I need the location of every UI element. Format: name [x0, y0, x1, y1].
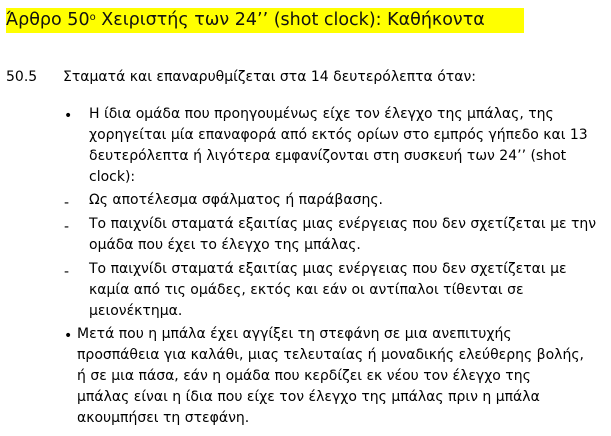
- list-item-line: δευτερόλεπτα ή λιγότερα εμφανίζονται στη συσκευή των 24’’ (shot: [89, 148, 567, 164]
- list-item-line: ή σε μια πάσα, εάν η ομάδα που κερδίζει εκ νέου τον έλεγχο της: [77, 368, 531, 384]
- list-item-line: Μετά που η μπάλα έχει αγγίξει τη στεφάνη σε μια ανεπιτυχής: [77, 326, 512, 342]
- list-item: [77, 324, 584, 429]
- list-item-line: Το παιχνίδι σταματά εξαιτίας μιας ενέργειας που δεν σχετίζεται με: [89, 261, 567, 277]
- list-item-line: ομάδα που έχει το έλεγχο της μπάλας.: [89, 237, 361, 253]
- dash-marker: -: [64, 264, 70, 280]
- bullet-marker: •: [64, 328, 73, 344]
- list-item-line: Το παιχνίδι σταματά εξαιτίας μιας ενέργειας που δεν σχετίζεται με την: [89, 216, 597, 232]
- section-number: 50.5: [6, 69, 38, 85]
- list-item-line: ακουμπήσει τη στεφάνη.: [77, 410, 250, 426]
- list-item-line: χορηγείται μία επαναφορά από εκτός ορίων στο εμπρός γήπεδο και 13: [89, 127, 588, 143]
- list-item: [89, 259, 567, 322]
- section-heading: Σταματά και επαναρυθμίζεται στα 14 δευτερόλεπτα όταν:: [63, 69, 476, 85]
- article-title-rest: Χειριστής των 24’’ (shot clock): Καθήκοντα: [95, 10, 485, 30]
- list-item-line: καμία από τις ομάδες, εκτός και εάν οι αντίπαλοι τίθενται σε: [89, 282, 524, 298]
- list-item-line: Ως αποτέλεσμα σφάλματος ή παράβασης.: [89, 192, 383, 208]
- list-item-line: προσπάθεια για καλάθι, μιας τελευταίας ή μοναδικής ελεύθερης βολής,: [77, 347, 584, 363]
- list-item-line: clock):: [89, 169, 136, 185]
- article-title: [6, 8, 524, 33]
- list-item: [89, 104, 588, 188]
- list-item: [89, 214, 596, 256]
- list-item-line: μπάλας είναι η ίδια που είχε τον έλεγχο της μπάλας πριν η μπάλα: [77, 389, 540, 405]
- bullet-marker: •: [64, 108, 73, 124]
- dash-marker: -: [64, 195, 70, 211]
- article-title-superscript: ο: [89, 12, 96, 23]
- list-item: [89, 190, 383, 211]
- dash-marker: -: [64, 219, 70, 235]
- article-title-prefix: Άρθρο 50: [6, 10, 90, 30]
- list-item-line: Η ίδια ομάδα που προηγουμένως είχε τον έλεγχο της μπάλας, της: [89, 106, 554, 122]
- list-item-line: μειονέκτημα.: [89, 303, 183, 319]
